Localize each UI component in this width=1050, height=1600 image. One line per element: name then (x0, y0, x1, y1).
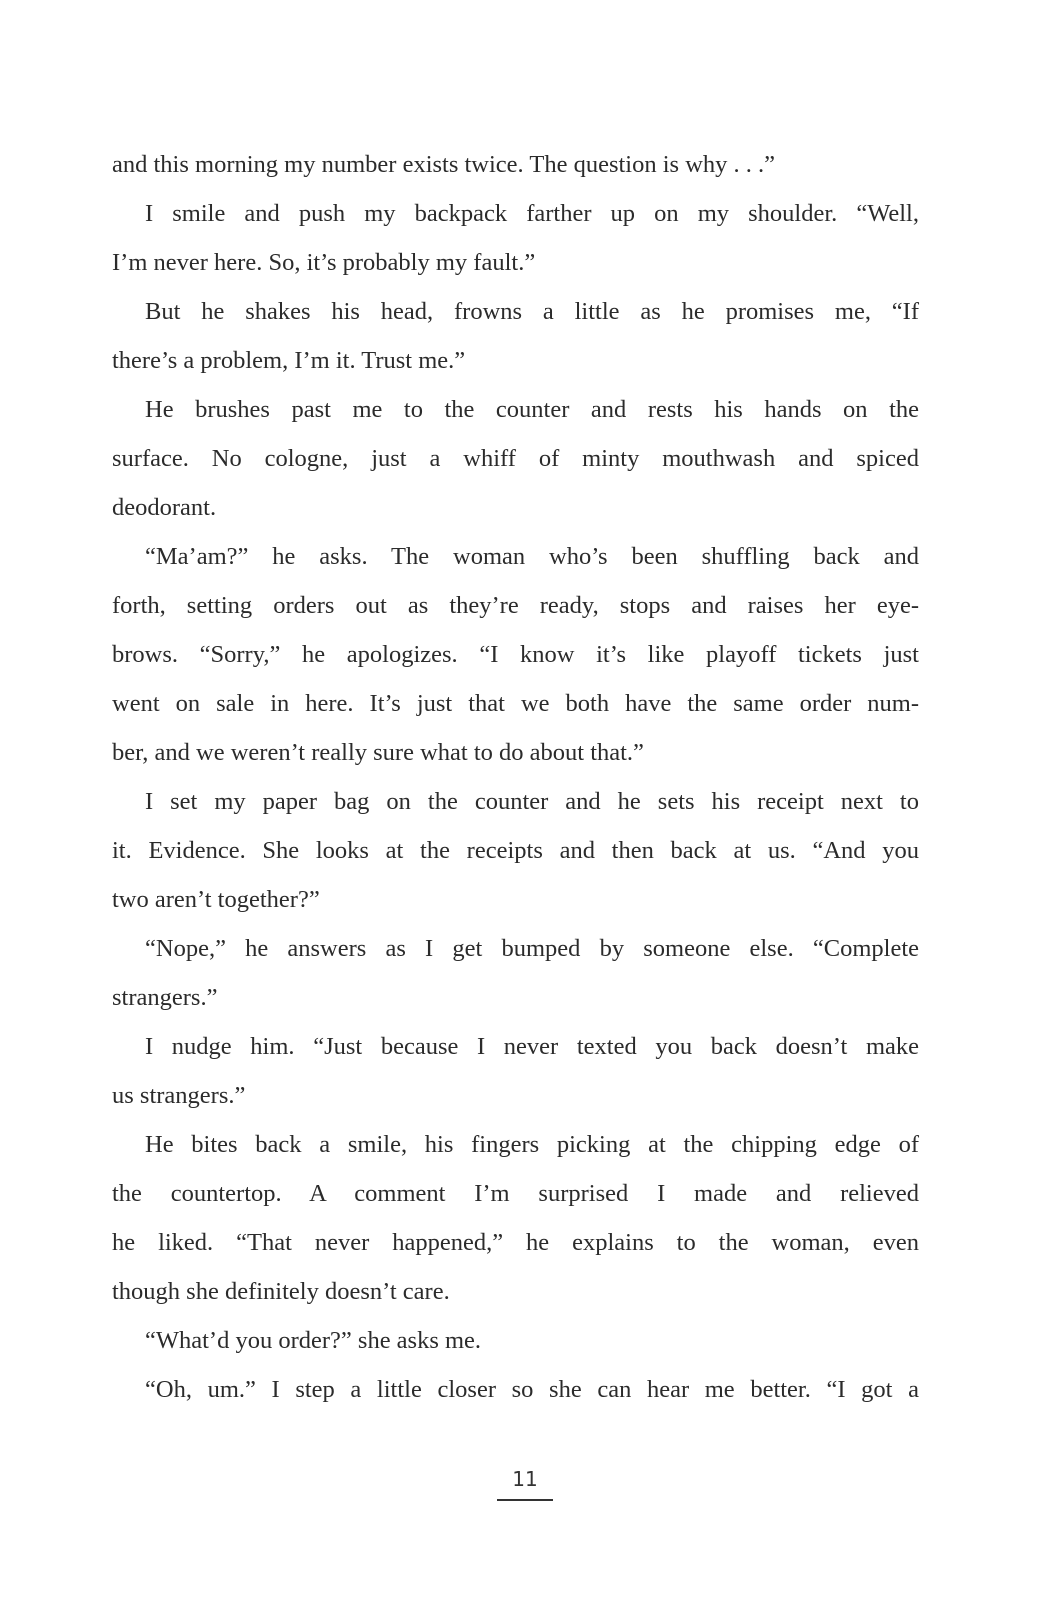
text-line: though she definitely doesn’t care. (112, 1278, 450, 1305)
text-line: He bites back a smile, his fingers picking at the chipping edge of (145, 1131, 919, 1158)
text-line: I smile and push my backpack farther up on my shoulder. “Well, (145, 200, 919, 227)
text-line: strangers.” (112, 984, 218, 1011)
text-line: I set my paper bag on the counter and he sets his receipt next to (145, 788, 919, 815)
text-line: he liked. “That never happened,” he explains to the woman, even (112, 1229, 919, 1256)
text-line: “Oh, um.” I step a little closer so she can hear me better. “I got a (145, 1376, 919, 1403)
text-line: it. Evidence. She looks at the receipts and then back at us. “And you (112, 837, 919, 864)
text-line: went on sale in here. It’s just that we both have the same order num- (112, 690, 919, 717)
text-line: “What’d you order?” she asks me. (145, 1327, 482, 1354)
text-line: the countertop. A comment I’m surprised I made and relieved (112, 1180, 919, 1207)
page-number: 11 (512, 1467, 538, 1491)
text-line: But he shakes his head, frowns a little as he promises me, “If (145, 298, 919, 325)
text-line: us strangers.” (112, 1082, 246, 1109)
page-number-underline (497, 1499, 553, 1501)
text-line: “Nope,” he answers as I get bumped by someone else. “Complete (145, 935, 919, 962)
text-line: deodorant. (112, 494, 217, 521)
text-line: He brushes past me to the counter and rests his hands on the (145, 396, 919, 423)
page-footer (0, 1466, 1050, 1501)
text-line: two aren’t together?” (112, 886, 320, 913)
text-line: “Ma’am?” he asks. The woman who’s been shuffling back and (145, 543, 919, 570)
text-line: brows. “Sorry,” he apologizes. “I know it’s like playoff tickets just (112, 641, 919, 668)
page-body-text (112, 140, 919, 1414)
text-line: there’s a problem, I’m it. Trust me.” (112, 347, 466, 374)
text-line: I nudge him. “Just because I never texted you back doesn’t make (145, 1033, 919, 1060)
text-line: surface. No cologne, just a whiff of minty mouthwash and spiced (112, 445, 919, 472)
text-line: ber, and we weren’t really sure what to do about that.” (112, 739, 644, 766)
text-line: I’m never here. So, it’s probably my fault.” (112, 249, 536, 276)
text-line: and this morning my number exists twice. The question is why . . .” (112, 151, 776, 178)
text-line: forth, setting orders out as they’re ready, stops and raises her eye- (112, 592, 919, 619)
